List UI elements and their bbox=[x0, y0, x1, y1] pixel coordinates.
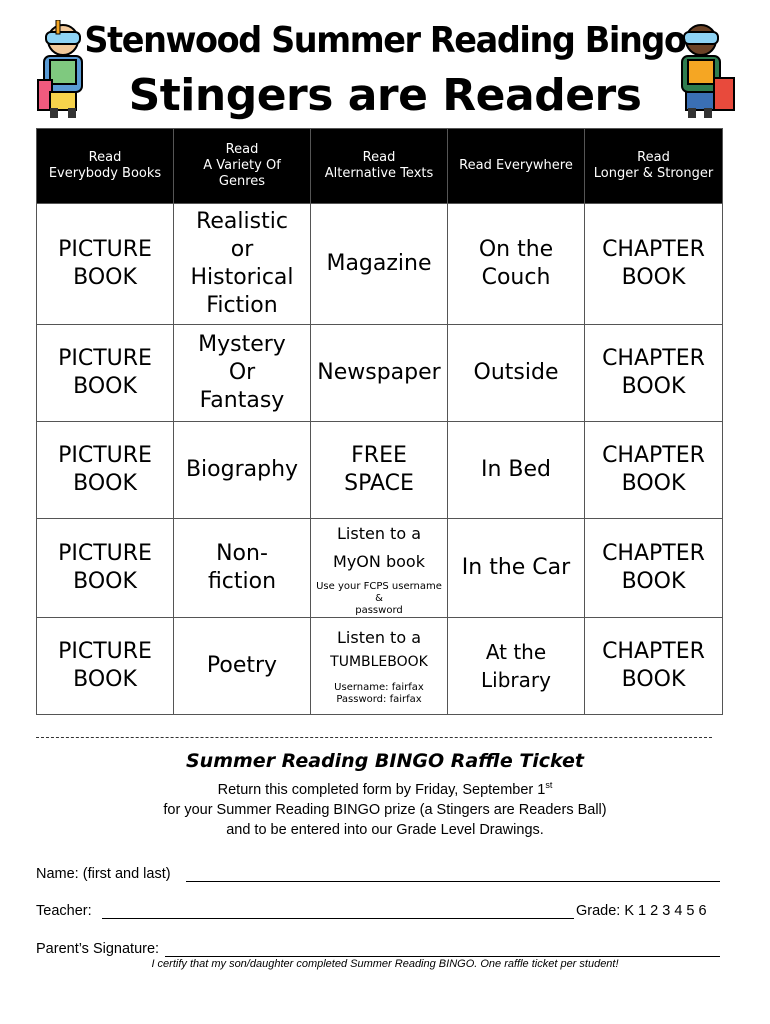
bingo-cell: CHAPTER BOOK bbox=[585, 519, 723, 618]
raffle-line-3: and to be entered into our Grade Level Drawings. bbox=[226, 821, 544, 838]
page-title: Stenwood Summer Reading Bingo bbox=[84, 20, 686, 61]
raffle-instructions bbox=[0, 775, 770, 840]
bingo-cell: Magazine bbox=[311, 204, 448, 325]
raffle-line-1: Return this completed form by Friday, September 1 bbox=[217, 781, 546, 798]
bingo-cell: Realistic or Historical Fiction bbox=[174, 204, 311, 325]
bingo-cell: On the Couch bbox=[448, 204, 585, 325]
cell-subtext: TUMBLEBOOK bbox=[330, 653, 428, 670]
raffle-line-2: for your Summer Reading BINGO prize (a Stingers are Readers Ball) bbox=[163, 801, 607, 818]
bingo-header-row bbox=[37, 129, 723, 204]
cell-text: Listen to a bbox=[337, 627, 421, 647]
bingo-cell: PICTURE BOOK bbox=[37, 325, 174, 422]
certify-statement: I certify that my son/daughter completed Summer Reading BINGO. One raffle ticket per student! bbox=[151, 958, 619, 970]
bingo-row bbox=[37, 325, 723, 422]
bingo-row bbox=[37, 204, 723, 325]
bingo-board bbox=[36, 128, 723, 715]
bingo-cell: CHAPTER BOOK bbox=[585, 325, 723, 422]
bingo-cell: PICTURE BOOK bbox=[37, 422, 174, 519]
bingo-cell: PICTURE BOOK bbox=[37, 618, 174, 715]
bingo-cell: Mystery Or Fantasy bbox=[174, 325, 311, 422]
bingo-cell: CHAPTER BOOK bbox=[585, 204, 723, 325]
column-header-longer-stronger: Read Longer & Stronger bbox=[585, 129, 723, 204]
name-label: Name: (first and last) bbox=[36, 866, 171, 882]
parent-signature-field[interactable] bbox=[165, 941, 720, 957]
bingo-cell: PICTURE BOOK bbox=[37, 519, 174, 618]
bingo-cell: CHAPTER BOOK bbox=[585, 618, 723, 715]
bingo-row bbox=[37, 618, 723, 715]
cut-line bbox=[36, 737, 712, 738]
grade-label[interactable]: Grade: K 1 2 3 4 5 6 bbox=[576, 903, 707, 919]
bingo-row bbox=[37, 422, 723, 519]
name-field[interactable] bbox=[186, 866, 720, 882]
bingo-cell: Newspaper bbox=[311, 325, 448, 422]
bingo-cell bbox=[311, 618, 448, 715]
bingo-cell: In Bed bbox=[448, 422, 585, 519]
page-subtitle: Stingers are Readers bbox=[128, 70, 642, 121]
bingo-cell: In the Car bbox=[448, 519, 585, 618]
bingo-cell bbox=[311, 519, 448, 618]
cell-note: Username: fairfax Password: fairfax bbox=[334, 681, 424, 705]
cell-text: Listen to a MyON book bbox=[333, 524, 425, 571]
bingo-cell: Non- fiction bbox=[174, 519, 311, 618]
column-header-everybody-books: Read Everybody Books bbox=[37, 129, 174, 204]
bingo-cell: CHAPTER BOOK bbox=[585, 422, 723, 519]
column-header-read-everywhere: Read Everywhere bbox=[448, 129, 585, 204]
raffle-line-1-suffix: st bbox=[545, 780, 553, 790]
teacher-label: Teacher: bbox=[36, 903, 92, 919]
cell-note: Use your FCPS username & password bbox=[316, 581, 442, 616]
teacher-field[interactable] bbox=[102, 903, 574, 919]
raffle-title: Summer Reading BINGO Raffle Ticket bbox=[186, 750, 584, 772]
bingo-cell: Outside bbox=[448, 325, 585, 422]
free-space-cell: FREE SPACE bbox=[311, 422, 448, 519]
bingo-cell: Poetry bbox=[174, 618, 311, 715]
bingo-cell: At the Library bbox=[448, 618, 585, 715]
bingo-cell: Biography bbox=[174, 422, 311, 519]
bingo-cell: PICTURE BOOK bbox=[37, 204, 174, 325]
column-header-alternative-texts: Read Alternative Texts bbox=[311, 129, 448, 204]
parent-signature-label: Parent’s Signature: bbox=[36, 941, 160, 957]
column-header-variety-genres: Read A Variety Of Genres bbox=[174, 129, 311, 204]
bingo-row bbox=[37, 519, 723, 618]
